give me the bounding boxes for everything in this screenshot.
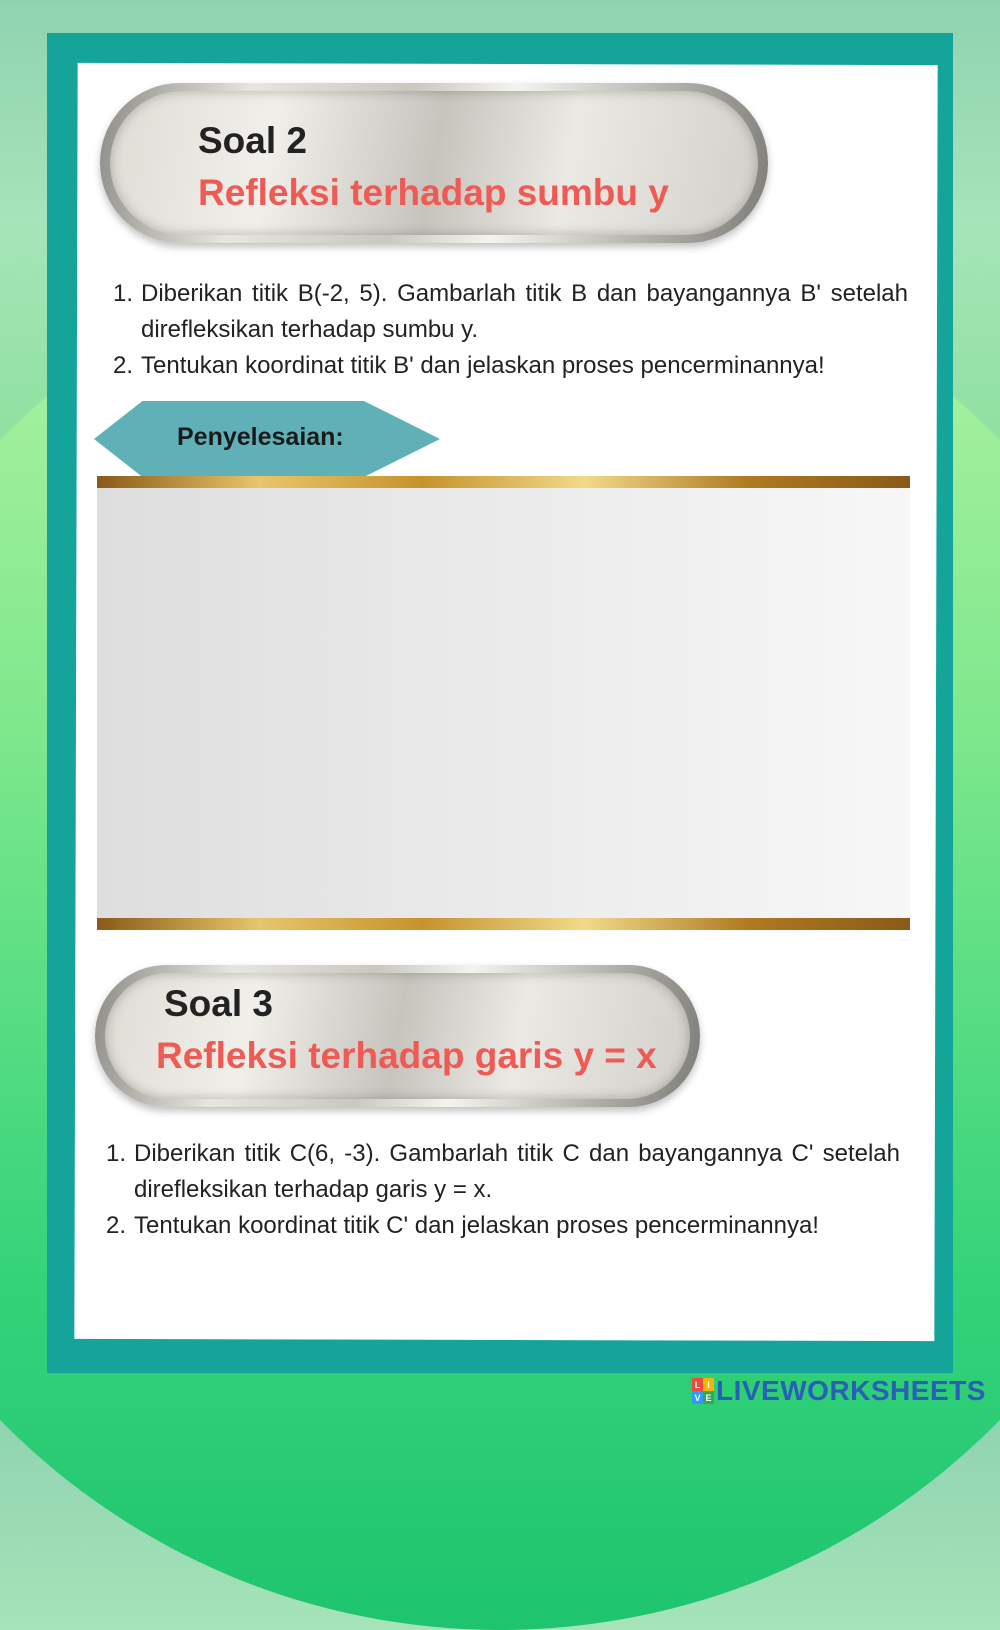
liveworksheets-logo bbox=[692, 1376, 986, 1406]
answer-input[interactable] bbox=[97, 488, 910, 918]
question-text: Diberikan titik B(-2, 5). Gambarlah titik B dan bayangannya B' setelah direfleksikan terhadap sumbu y. bbox=[141, 280, 908, 343]
liveworksheets-logo-icon bbox=[692, 1378, 714, 1404]
question-text: Tentukan koordinat titik B' dan jelaskan proses pencerminannya! bbox=[141, 352, 825, 379]
soal-2-banner bbox=[100, 83, 768, 243]
gold-divider-bottom bbox=[97, 918, 910, 930]
soal-2-question-list bbox=[113, 276, 908, 384]
question-text: Tentukan koordinat titik C' dan jelaskan proses pencerminannya! bbox=[134, 1212, 819, 1239]
soal-3-title: Refleksi terhadap garis y = x bbox=[156, 1035, 657, 1076]
list-number: 1. bbox=[106, 1140, 127, 1167]
logo-letter: I bbox=[703, 1378, 714, 1391]
list-number: 1. bbox=[113, 280, 134, 307]
soal-3-question-list bbox=[106, 1136, 900, 1244]
soal-2-title: Refleksi terhadap sumbu y bbox=[198, 172, 669, 213]
logo-letter: E bbox=[703, 1391, 714, 1404]
logo-letter: L bbox=[692, 1378, 703, 1391]
gold-divider-top bbox=[97, 476, 910, 488]
brand-name: LIVEWORKSHEETS bbox=[716, 1375, 986, 1406]
solution-label: Penyelesaian: bbox=[177, 423, 344, 451]
list-item bbox=[113, 276, 908, 348]
list-item bbox=[113, 348, 908, 384]
soal-3-label: Soal 3 bbox=[164, 983, 273, 1024]
list-number: 2. bbox=[106, 1212, 127, 1239]
list-item bbox=[106, 1136, 900, 1208]
question-text: Diberikan titik C(6, -3). Gambarlah titik C dan bayangannya C' setelah direfleksikan terhadap garis y = x. bbox=[134, 1140, 900, 1203]
list-number: 2. bbox=[113, 352, 134, 379]
soal-2-label: Soal 2 bbox=[198, 120, 307, 161]
logo-letter: V bbox=[692, 1391, 703, 1404]
list-item bbox=[106, 1208, 900, 1244]
